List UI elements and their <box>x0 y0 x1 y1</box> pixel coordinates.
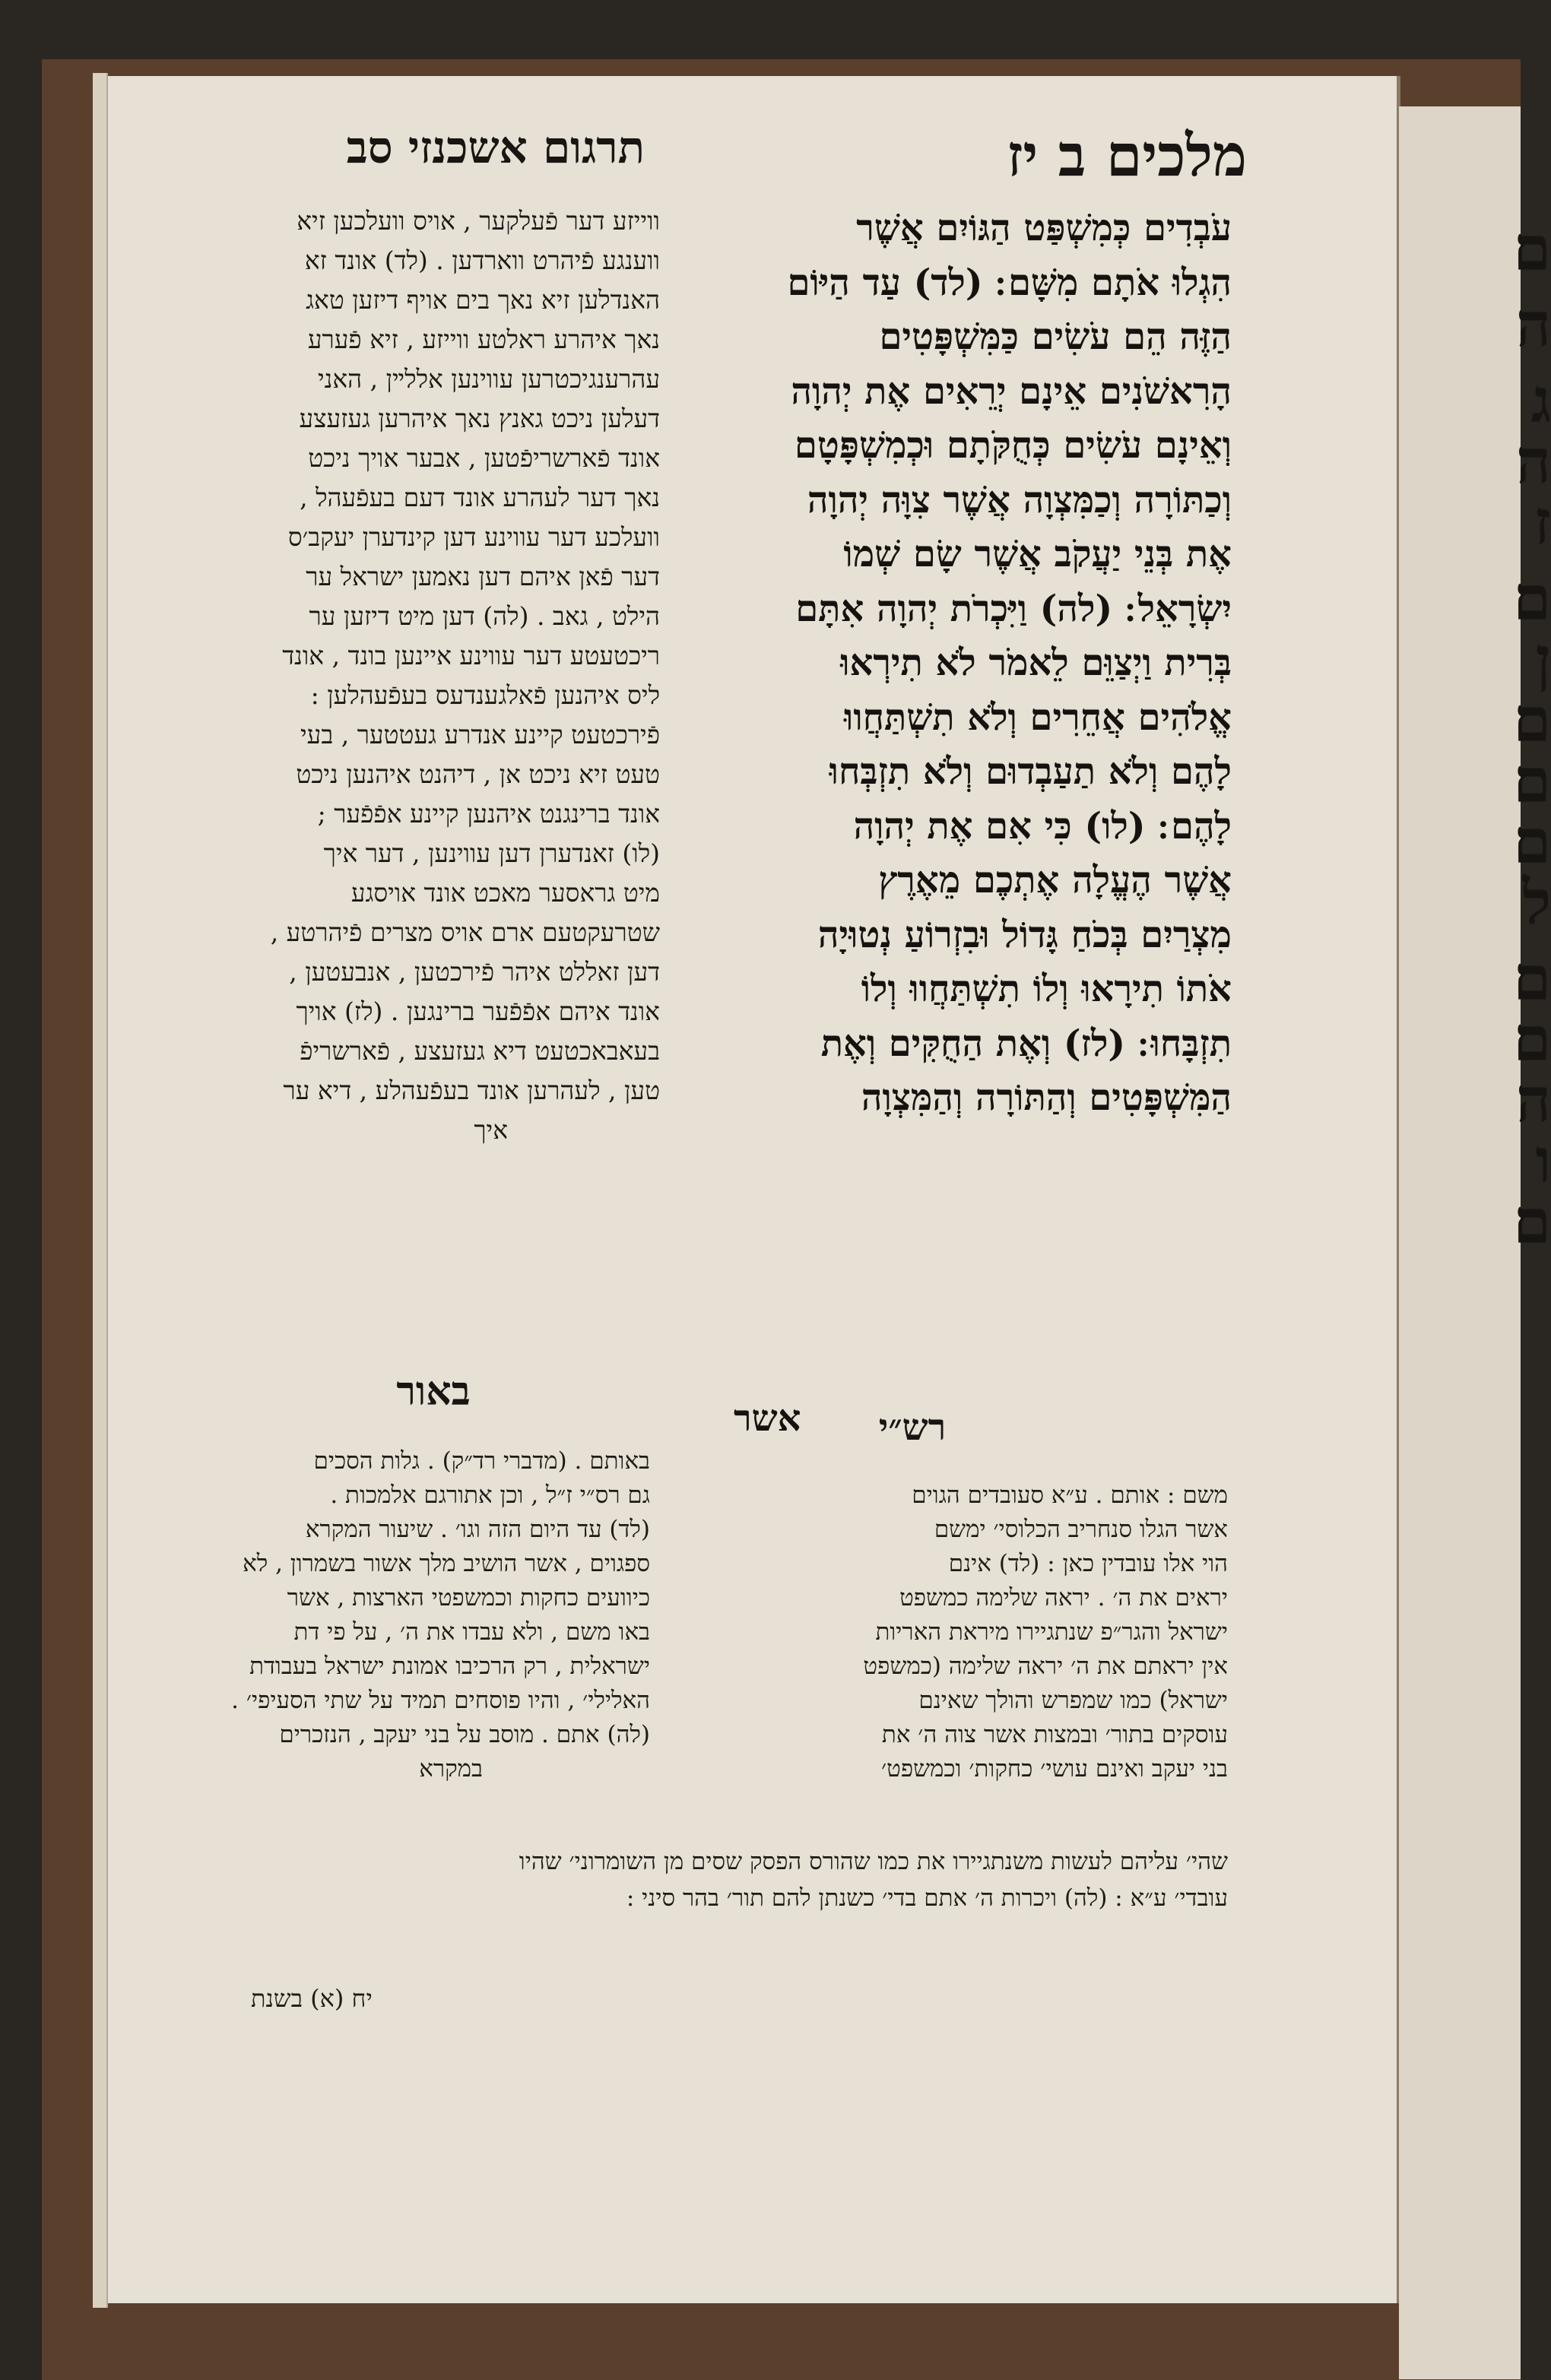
text-line: ספגוים , אשר הושיב מלך אשור בשמרון , לא <box>243 1550 650 1577</box>
rashi-full-width <box>171 1843 1228 1916</box>
text-line: כיוועים כחקות וכמשפטי הארצות , אשר <box>287 1584 650 1611</box>
text-line: מיט גראסער מאכט אונד אויסגע <box>350 878 660 908</box>
rashi-title: רש״י <box>878 1406 947 1449</box>
text-line: (לד) עד היום הזה וגו׳ . שיעור המקרא <box>305 1516 650 1543</box>
text-line: הָרִאשֹׁנִים אֵינָם יְרֵאִים אֶת יְהוָה <box>791 369 1232 413</box>
rashi-commentary <box>734 1478 1228 1786</box>
catchword-bottom: יח (א) בשנת <box>251 1984 373 2013</box>
text-line: יִשְׂרָאֵל ׃ (לה) וַיִּכְרֹת יְהוָה אִתָּם <box>795 587 1232 630</box>
text-line: האנדלען זיא נאך בים אויף דיזען טאג <box>306 285 660 315</box>
text-line: אֱלֹהִים אֲחֵרִים וְלֹא תִשְׁתַּחֲווּ <box>844 696 1232 739</box>
text-line: נאך דער לעהרע אונד דעם בעפֿעהל , <box>300 483 660 512</box>
biur-title: באור <box>396 1368 471 1415</box>
text-line: באותם . (מדברי רד״ק) . גלות הסכים <box>313 1447 650 1475</box>
text-line: אֶת בְּנֵי יַעֲקֹב אֲשֶׁר שָׂם שְׁמוֹ <box>843 533 1232 575</box>
text-line: תִזְבָּחוּ ׃ (לז) וְאֶת הַחֻקִּים וְאֶת <box>820 1022 1232 1065</box>
text-line: ישראל והגר״פ שנתגיירו מיראת האריות <box>875 1618 1228 1646</box>
text-line: לָהֶם ׃ (לו) כִּי אִם אֶת יְהוָה <box>853 804 1232 848</box>
text-line: הוי אלו עובדין כאן : (לד) אינם <box>948 1550 1228 1577</box>
text-line: עֹבְדִים כְּמִשְׁפַּט הַגּוֹיִם אֲשֶׁר <box>856 207 1232 249</box>
text-line: משם : אותם . ע״א סעובדים הגוים <box>912 1482 1228 1509</box>
text-line: אֲשֶׁר הֶעֱלָה אֶתְכֶם מֵאֶרֶץ <box>878 859 1232 902</box>
text-line: באו משם , ולא עבדו את ה׳ , על פי דת <box>293 1618 650 1646</box>
text-line: (לו) זאנדערן דען עווינען , דער איך <box>323 838 660 868</box>
text-line: גם רס״י ז״ל , וכן אתורגם אלמכות . <box>330 1482 650 1509</box>
text-line: בְּרִית וַיְצַוֵּם לֵאמֹר לֹא תִירְאוּ <box>840 642 1232 684</box>
text-line: עהרענגיכטרען עווינען אללײן , האני <box>317 364 660 394</box>
text-line: טען , לעהרען אונד בעפֿעהלע , דיא ער <box>283 1076 660 1105</box>
text-line: ליס איהנען פֿאלגענדעס בעפֿעהלען : <box>310 680 660 710</box>
text-line: האלילי׳ , והיו פוסחים תמיד על שתי הסעיפי׳ . <box>231 1687 650 1714</box>
text-line: דען זאללט איהר פֿירכטען , אנבעטען , <box>289 957 660 987</box>
text-line: בעאבאכטעט דיא געזעצע , פֿארשריפֿ <box>300 1036 660 1066</box>
text-line: ישראל) כמו שמפרש והולך שאינם <box>918 1687 1228 1714</box>
text-line: (לה) אתם . מוסב על בני יעקב , הנזכרים <box>279 1721 650 1748</box>
text-line: וְאֵינָם עֹשִׂים כְּחֻקֹּתָם וּכְמִשְׁפָּטָם <box>794 424 1232 467</box>
text-line: מִצְרַיִם בְּכֹחַ גָּדוֹל וּבִזְרוֹעַ נְטוּיָה <box>817 913 1232 956</box>
text-line: במקרא <box>419 1755 483 1783</box>
text-line: יראים את ה׳ . יראה שלימה כמשפט <box>899 1584 1228 1611</box>
text-line: שטרעקטעם ארם אויס מצרים פֿיהרטע , <box>270 917 660 947</box>
facing-page: ם ה ג ה ז ם ן ם ם ם ל ם ם ה ו ם <box>1399 106 1521 2379</box>
text-line: דעלען ניכט גאנץ נאך איהרען געזעצע <box>299 404 660 433</box>
catchword: אשר <box>734 1397 801 1440</box>
text-line: הַזֶּה הֵם עֹשִׂים כַּמִּשְׁפָּטִים <box>879 315 1232 358</box>
text-line: ישראלית , רק הרכיבו אמונת ישראל בעבודת <box>249 1653 650 1680</box>
text-line: אונד איהם אפֿפֿער ברינגען . (לז) אויך <box>296 997 660 1026</box>
page-header-right: מלכים ב יז <box>1007 122 1247 189</box>
text-line: עוסקים בתור׳ ובמצות אשר צוה ה׳ את <box>881 1721 1228 1748</box>
text-line: טעט זיא ניכט אן , דיהנט איהנען ניכט <box>296 759 660 789</box>
text-line: אֹתוֹ תִירָאוּ וְלוֹ תִשְׁתַּחֲווּ וְלוֹ <box>861 968 1232 1010</box>
text-line: דער פֿאן איהם דען נאמען ישראל ער <box>306 562 660 591</box>
text-line: ריכטעטע דער עווינע איינען בונד , אונד <box>282 641 660 670</box>
hebrew-text-column <box>730 201 1232 1126</box>
page-header-left: תרגום אשכנזי סב <box>346 122 645 173</box>
text-line: עובדי׳ ע״א : (לה) ויכרות ה׳ אתם בדי׳ כשנתן להם תור׳ בהר סיני : <box>626 1884 1228 1912</box>
text-line: פֿירכטעט קיינע אנדרע געטטער , בעי <box>300 720 660 749</box>
text-line: איך <box>474 1115 508 1145</box>
text-line: ווענגע פֿיהרט ווארדען . (לד) אונד זא <box>304 246 660 275</box>
text-line: הילט , גאב . (לה) דען מיט דיזען ער <box>309 601 660 631</box>
text-line: לָהֶם וְלֹא תַעַבְדוּם וְלֹא תִזְבְּחוּ <box>829 750 1232 793</box>
text-line: אין יראתם את ה׳ יראה שלימה (כמשפט <box>863 1653 1228 1680</box>
text-line: נאך איהרע ראלטע ווייזע , זיא פֿערע <box>307 325 660 354</box>
page-edge <box>93 73 108 2308</box>
text-line: ווייזע דער פֿעלקער , אויס וועלכען זיא <box>297 206 660 236</box>
text-line: בני יעקב ואינם עושי׳ כחקות׳ וכמשפט׳ <box>880 1755 1228 1783</box>
text-line: אונד פֿארשריפֿטען , אבער אויך ניכט <box>308 443 660 473</box>
biur-commentary <box>163 1444 650 1786</box>
text-line: הַמִּשְׁפָּטִים וְהַתּוֹרָה וְהַמִּצְוָה <box>861 1076 1232 1119</box>
yiddish-translation-column <box>158 201 660 1150</box>
text-line: אשר הגלו סנחריב הכלוסי׳ ימשם <box>934 1516 1228 1543</box>
text-line: וועלכע דער עווינע דען קינדערן יעקב׳ס <box>287 522 660 552</box>
text-line: שהי׳ עליהם לעשות משנתגיירו את כמו שהורס הפסק שסים מן השומרוני׳ שהיו <box>519 1848 1228 1875</box>
text-line: וְכַתּוֹרָה וְכַמִּצְוָה אֲשֶׁר צִוָּה יְהוָה <box>807 478 1232 521</box>
text-line: אונד ברינגנט איהנען קיינע אפֿפֿער ; <box>317 799 660 829</box>
text-line: הִגְלוּ אֹתָם מִשָּׁם ׃ (לד) עַד הַיּוֹם <box>787 261 1232 304</box>
